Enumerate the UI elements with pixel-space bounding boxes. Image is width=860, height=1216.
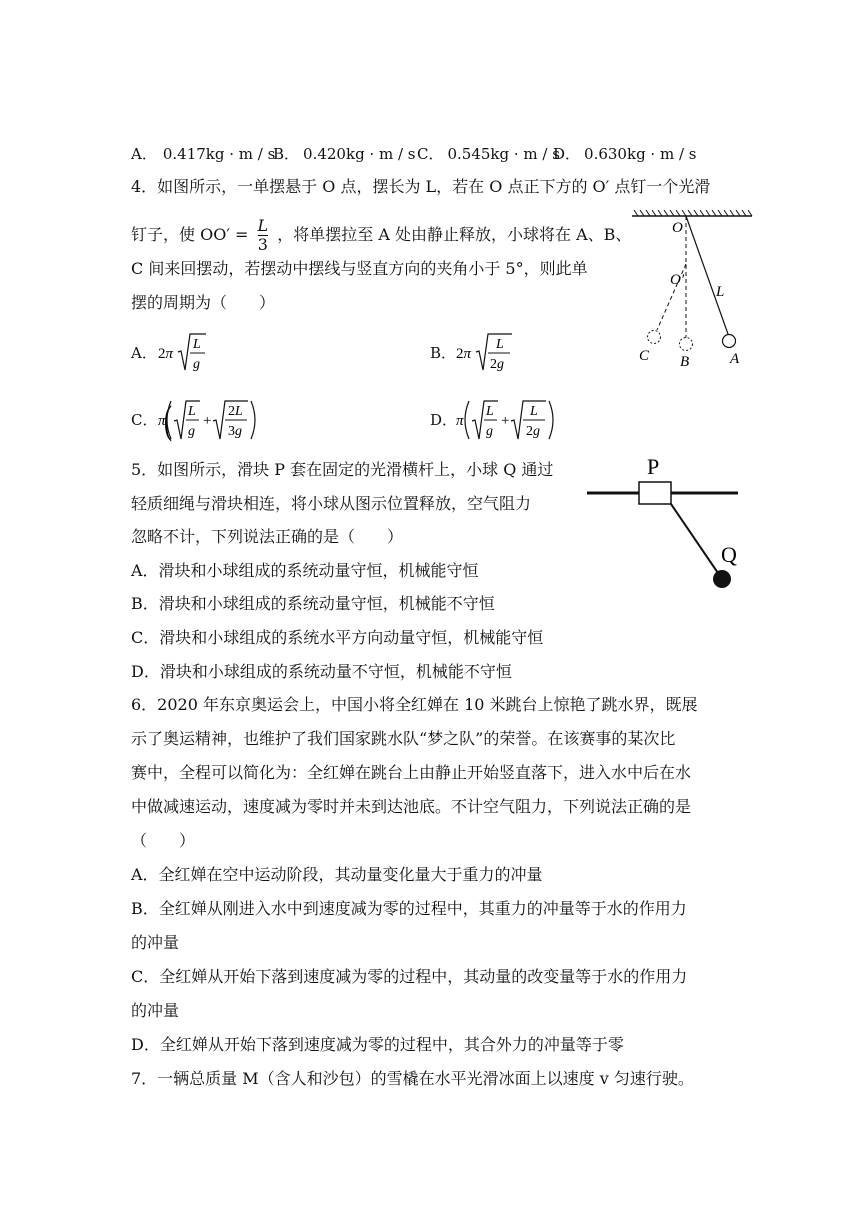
q5-option-d: D．滑块和小球组成的系统动量不守恒，机械能不守恒	[131, 662, 512, 681]
q4-line-2: 钉子，使 OO′ = $\frac{L}{3}$ ，将单摆拉至 A 处由静止释放，小球将在 A、B、	[131, 216, 632, 254]
q7-line-1: 7．一辆总质量 M（含人和沙包）的雪橇在水平光滑冰面上以速度 v 匀速行驶。	[131, 1069, 694, 1088]
svg-text:L: L	[193, 337, 201, 352]
svg-text:2π: 2π	[456, 346, 472, 362]
q4-option-a-label: A．	[131, 344, 157, 362]
q6-option-c-line-2: 的冲量	[131, 1001, 180, 1020]
svg-text:2L: 2L	[228, 404, 243, 419]
label-b: B	[680, 354, 690, 370]
q4-option-b-formula	[456, 328, 536, 376]
q4-option-d-label: D．	[430, 411, 458, 429]
ball-q	[713, 570, 731, 588]
svg-text:g: g	[193, 357, 200, 372]
svg-text:2π: 2π	[158, 346, 174, 362]
ball-c	[648, 331, 661, 344]
label-a: A	[730, 351, 740, 367]
ceiling-hatch	[634, 210, 752, 216]
svg-text:(: (	[164, 399, 172, 443]
pendulum-figure	[628, 206, 758, 376]
q6-line-1: 6．2020 年东京奥运会上，中国小将全红婵在 10 米跳台上惊艳了跳水界，既展	[131, 695, 698, 714]
q4-line-3: C 间来回摆动，若摆动中摆线与竖直方向的夹角小于 5°，则此单	[131, 259, 588, 278]
q4-line-1: 4．如图所示，一单摆悬于 O 点，摆长为 L，若在 O 点正下方的 O′ 点钉一个光滑	[131, 177, 711, 196]
svg-text:L: L	[530, 404, 538, 419]
q4-fraction: $\frac{L}{3}$	[257, 216, 269, 254]
svg-text:+: +	[501, 413, 510, 429]
label-c: C	[639, 348, 650, 364]
q6-option-b-line-1: B．全红婵从刚进入水中到速度减为零的过程中，其重力的冲量等于水的作用力	[131, 899, 687, 918]
string-pq	[671, 504, 720, 576]
q3-option-d: D． 0.630kg · m / s	[553, 145, 697, 163]
q5-line-2: 轻质细绳与滑块相连，将小球从图示位置释放，空气阻力	[131, 494, 532, 513]
svg-text:g: g	[486, 424, 493, 439]
slider-p	[639, 482, 671, 504]
svg-text:g: g	[188, 424, 195, 439]
q3-option-c: C． 0.545kg · m / s	[417, 145, 560, 163]
q4-option-c-formula	[158, 393, 268, 445]
q6-option-d: D．全红婵从开始下落到速度减为零的过程中，其合外力的冲量等于零	[131, 1035, 624, 1054]
svg-text:2g: 2g	[490, 357, 504, 372]
q5-line-3: 忽略不计，下列说法正确的是（ ）	[131, 527, 404, 546]
q6-line-4: 中做减速运动，速度减为零时并未到达池底。不计空气阻力，下列说法正确的是	[131, 797, 692, 816]
q4-option-a-formula	[158, 328, 228, 376]
q4-option-c-label: C．	[131, 411, 158, 429]
q5-option-a: A．滑块和小球组成的系统动量守恒，机械能守恒	[131, 561, 479, 580]
q4-line-4: 摆的周期为（ ）	[131, 293, 276, 312]
label-o: O	[672, 220, 683, 236]
q5-option-b: B．滑块和小球组成的系统动量守恒，机械能不守恒	[131, 594, 495, 613]
q6-option-b-line-2: 的冲量	[131, 933, 180, 952]
q6-line-5: （ ）	[131, 831, 196, 850]
q4-option-d-formula	[456, 393, 566, 445]
q4-option-b-label: B．	[430, 344, 457, 362]
q5-option-c: C．滑块和小球组成的系统水平方向动量守恒，机械能守恒	[131, 628, 544, 647]
slider-ball-figure	[585, 452, 745, 592]
q6-option-a: A．全红婵在空中运动阶段，其动量变化量大于重力的冲量	[131, 865, 543, 884]
ball-a	[723, 335, 736, 348]
q6-line-3: 赛中，全程可以简化为：全红婵在跳台上由静止开始竖直落下，进入水中后在水	[131, 763, 692, 782]
q6-option-c-line-1: C．全红婵从开始下落到速度减为零的过程中，其动量的改变量等于水的作用力	[131, 967, 688, 986]
string-oa	[686, 216, 728, 334]
q3-option-a: A． 0.417kg · m / s	[131, 145, 276, 163]
label-q: Q	[721, 542, 737, 567]
svg-text:L: L	[486, 404, 494, 419]
label-l: L	[716, 284, 725, 300]
svg-text:2g: 2g	[526, 424, 540, 439]
svg-text:L: L	[188, 404, 196, 419]
svg-text:π: π	[456, 413, 464, 429]
svg-text:3g: 3g	[228, 424, 242, 439]
q6-line-2: 示了奥运精神，也维护了我们国家跳水队“梦之队”的荣誉。在该赛事的某次比	[131, 729, 676, 748]
svg-text:+: +	[203, 413, 212, 429]
svg-text:L: L	[496, 337, 504, 352]
q5-line-1: 5．如图所示，滑块 P 套在固定的光滑横杆上，小球 Q 通过	[131, 460, 554, 479]
label-o-prime: O′	[670, 272, 685, 288]
ball-b	[680, 338, 693, 351]
q3-option-b: B． 0.420kg · m / s	[273, 145, 416, 163]
svg-text:π: π	[158, 413, 166, 429]
label-p: P	[647, 454, 660, 479]
